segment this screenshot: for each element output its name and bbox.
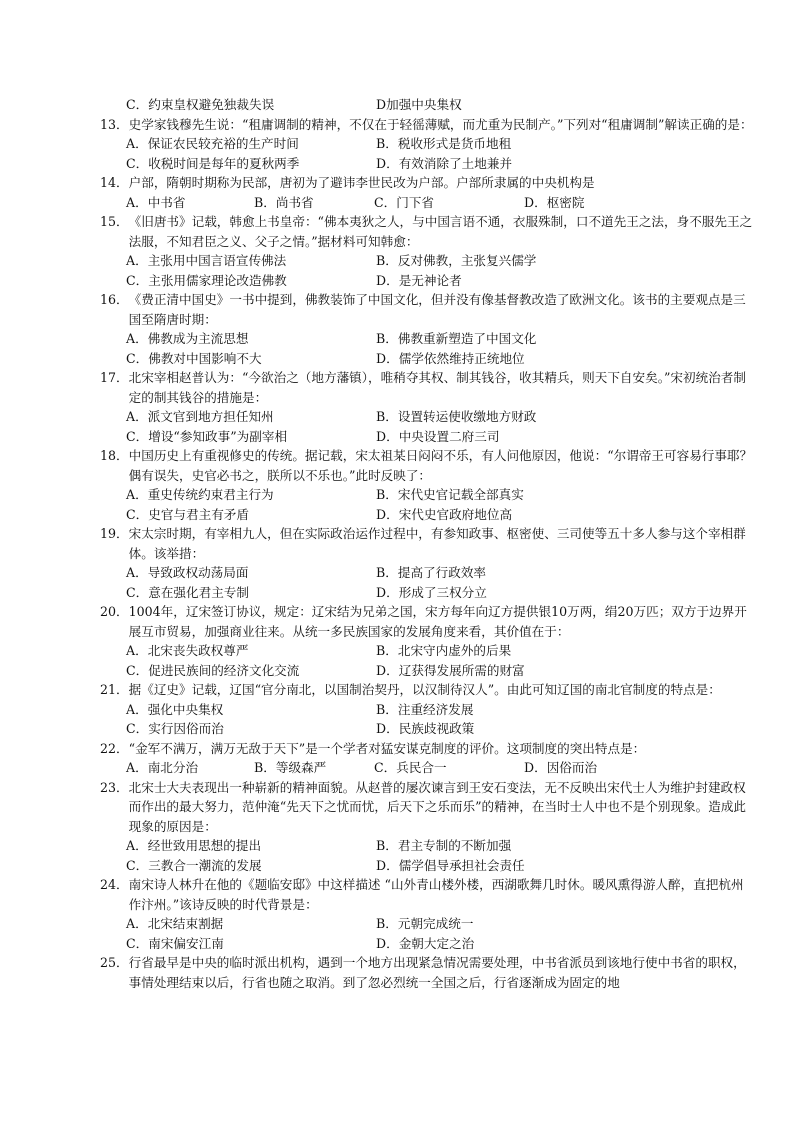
answer-option: D．儒学倡导承担社会责任 [376,857,525,873]
answer-option: A．强化中央集权 [126,701,224,717]
question-stem [100,290,754,329]
question-text: 户部，隋朝时期称为民部，唐初为了避讳李世民改为户部。户部所隶属的中央机构是 [128,175,595,190]
question-stem [100,875,754,914]
question-text: 宋太宗时期，有宰相九人，但在实际政治运作过程中，有参知政事、枢密使、三司使等五十多人参与这个宰相群体。该举措： [128,526,746,561]
question [100,446,754,524]
question-number: 17． [100,370,129,385]
option-d: D加强中央集权 [376,97,462,112]
question-stem [100,680,754,700]
answer-option: B．佛教重新塑造了中国文化 [376,331,537,346]
question-options [100,914,754,953]
question-number: 23． [100,779,129,795]
question [100,368,754,446]
answer-option: C．主张用儒家理论改造佛教 [126,272,287,288]
answer-option: B．元朝完成统一 [376,916,474,931]
answer-option: A．南北分治 [126,760,199,775]
option-c: C．约束皇权避免独裁失误 [126,97,275,112]
answer-option: D．儒学依然维持正统地位 [376,350,525,366]
question-stem [100,173,754,193]
question-text: 中国历史上有重视修史的传统。据记载，宋太祖某日闷闷不乐，有人问他原因，他说：“尔谓帝王可容易行事耶？偶有误失，史官必书之，朕所以不乐也。”此时反映了： [128,448,753,483]
answer-option: A．佛教成为主流思想 [126,331,249,346]
question-number: 25． [100,955,129,970]
answer-option: A．保证农民较充裕的生产时间 [126,136,299,151]
question-number: 24． [100,877,129,892]
question [100,680,754,739]
question-text: 北宋士大夫表现出一种崭新的精神面貌。从赵普的屡次谏言到王安石变法，无不反映出宋代士人为维护封建政权而作出的最大努力，范仲淹“先天下之忧而忧，后天下之乐而乐”的精神，在当时士人中也不是个别现象。造成此现象的原因是： [128,779,747,834]
question-options [100,758,754,778]
question-text: 史学家钱穆先生说：“租庸调制的精神，不仅在于轻徭薄赋，而尤重为民制产。”下列对“租庸调制”解读正确的是： [128,116,753,132]
answer-option: A．导致政权动荡局面 [126,565,249,580]
answer-option: B．尚书省 [254,194,314,210]
question-text: “金军不满万，满万无敌于天下”是一个学者对猛安谋克制度的评价。这项制度的突出特点是： [128,740,646,756]
answer-option: C．三教合一潮流的发展 [126,857,262,873]
answer-option: B．君主专制的不断加强 [376,838,512,853]
answer-option: B．北宋守内虚外的后果 [376,643,512,658]
question-number: 20． [100,604,129,619]
question-stem [100,212,754,251]
answer-option: D．中央设置二府三司 [376,428,500,444]
question-number: 21． [100,682,129,697]
answer-option: A．中书省 [126,194,186,210]
question [100,778,754,876]
answer-option: C．增设“参知政事”为副宰相 [126,428,288,444]
answer-option: D．民族歧视政策 [376,721,475,736]
answer-option: D．宋代史官政府地位高 [376,506,513,522]
answer-option: D．枢密院 [524,194,585,210]
question [100,953,754,992]
answer-option: B．注重经济发展 [376,701,474,717]
question-options [100,193,754,213]
question [100,212,754,290]
question [100,173,754,212]
question-stem [100,115,754,135]
question-stem [100,602,754,641]
question-text: 据《辽史》记载，辽国“官分南北，以国制治契丹，以汉制待汉人”。由此可知辽国的南北官制度的特点是： [128,682,721,697]
answer-option: B．宋代史官记载全部真实 [376,487,524,502]
answer-option: A．派文官到地方担任知州 [126,409,274,424]
answer-option: B．设置转运使收缴地方财政 [376,409,537,424]
answer-option: A．主张用中国言语宣传佛法 [126,253,287,268]
answer-option: D．有效消除了土地兼并 [376,155,513,171]
answer-option: D．是无神论者 [376,272,462,288]
question-number: 14． [100,175,129,190]
question-stem [100,524,754,563]
question-options [100,485,754,524]
question-text: 《旧唐书》记载，韩愈上书皇帝：“佛本夷狄之人，与中国言语不通，衣服殊制，口不道先王之法，身不服先王之法服，不知君臣之义、父子之情。”据材料可知韩愈： [128,214,753,249]
answer-option: D．辽获得发展所需的财富 [376,662,525,678]
answer-option: A．北宋结束割据 [126,916,224,931]
question-text: 1004年，辽宋签订协议，规定：辽宋结为兄弟之国，宋方每年向辽方提供银10万两，绢20万匹；双方于边界开展互市贸易，加强商业往来。从统一多民族国家的发展角度来看，其价值在于： [128,604,747,639]
answer-option: B．提高了行政效率 [376,565,487,580]
question-stem [100,953,754,992]
answer-option: C．南宋偏安江南 [126,935,224,951]
question-stem [100,446,754,485]
question-text: 南宋诗人林升在他的《题临安邸》中这样描述 “山外青山楼外楼，西湖歌舞几时休。暖风熏得游人醉，直把杭州作汴州。”该诗反映的时代背景是： [128,877,744,912]
question-options [100,329,754,368]
question-options [100,134,754,173]
question-number: 13． [100,116,129,132]
question-stem [100,368,754,407]
prev-question-options [100,95,754,115]
question [100,115,754,174]
question [100,524,754,602]
question-options [100,407,754,446]
question [100,602,754,680]
answer-option: D．形成了三权分立 [376,584,487,600]
question-stem [100,778,754,837]
question-number: 19． [100,526,129,541]
answer-option: C．实行因俗而治 [126,721,224,736]
answer-option: B．等级森严 [254,760,327,775]
answer-option: D．因俗而治 [524,760,598,775]
answer-option: C．史官与君主有矛盾 [126,506,249,522]
answer-option: C．门下省 [374,194,435,210]
answer-option: C．兵民合一 [374,760,447,775]
answer-option: C．佛教对中国影响不大 [126,350,262,366]
answer-option: D．金朝大定之治 [376,935,475,951]
question-list [100,115,754,993]
question-number: 22． [100,740,129,756]
answer-option: B．税收形式是货币地租 [376,136,512,151]
question [100,290,754,368]
question-text: 行省最早是中央的临时派出机构，遇到一个地方出现紧急情况需要处理，中书省派员到该地行使中书省的职权，事情处理结束以后，行省也随之取消。到了忽必烈统一全国之后，行省逐渐成为固定的地 [128,955,746,990]
answer-option: A．北宋丧失政权尊严 [126,643,249,658]
question-text: 北宋宰相赵普认为：“今欲治之（地方藩镇），唯稍夺其权、制其钱谷，收其精兵，则天下自安矣。”宋初统治者制定的制其钱谷的措施是： [128,370,746,405]
answer-option: A．经世致用思想的提出 [126,838,262,853]
question-options [100,563,754,602]
question-number: 18． [100,448,129,463]
question [100,739,754,778]
question-number: 16． [100,292,129,307]
answer-option: C．收税时间是每年的夏秋两季 [126,155,300,171]
answer-option: B．反对佛教，主张复兴儒学 [376,253,537,268]
question-options [100,641,754,680]
answer-option: A．重史传统约束君主行为 [126,487,274,502]
question-text: 《费正清中国史》一书中提到，佛教装饰了中国文化，但并没有像基督教改造了欧洲文化。该书的主要观点是三国至隋唐时期： [128,292,746,327]
answer-option: C．意在强化君主专制 [126,584,249,600]
question-options [100,836,754,875]
question-number: 15． [100,214,129,229]
question [100,875,754,953]
question-options [100,700,754,739]
question-options [100,251,754,290]
answer-option: C．促进民族间的经济文化交流 [126,662,300,678]
question-stem [100,739,754,759]
